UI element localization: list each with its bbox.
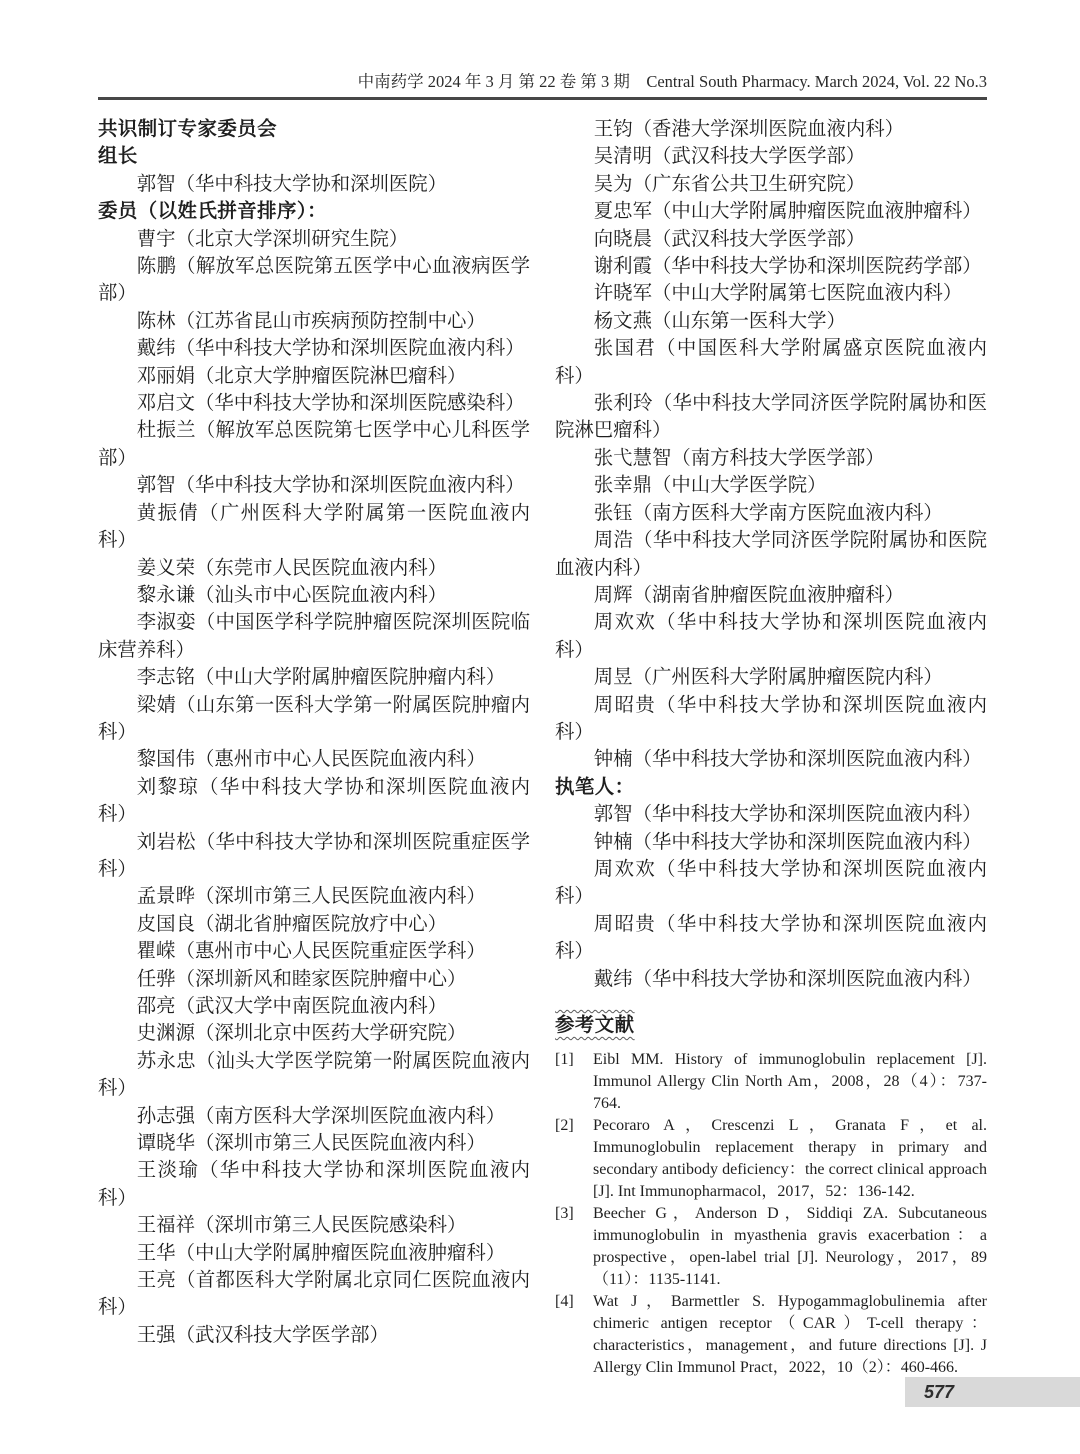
member-entry: 王钧（香港大学深圳医院血液内科）	[593, 119, 905, 140]
reference-number: [2]	[555, 1117, 574, 1135]
member-entry: 王淡瑜（华中科技大学协和深圳医院血液内科）	[98, 1160, 530, 1209]
page-number: 577	[924, 1382, 955, 1402]
reference-text: Wat J，Barmettler S. Hypogammaglobulinemia after chimeric antigen receptor（CAR）T-cell therapy：characteristics，management，and future directions [J]. J Allergy Clin Immunol Pract，2022，10（2）：460-466.	[593, 1293, 987, 1377]
member-entry: 邓丽娟（北京大学肿瘤医院淋巴瘤科）	[136, 365, 467, 387]
member-entry: 张钰（南方医科大学南方医院血液内科）	[593, 502, 943, 524]
member-entry: 周欢欢（华中科技大学协和深圳医院血液内科）	[555, 612, 987, 661]
writer-entry: 周昭贵（华中科技大学协和深圳医院血液内科）	[555, 913, 987, 963]
reference-item	[555, 1049, 987, 1115]
member-entry: 王华（中山大学附属肿瘤医院血液肿瘤科）	[136, 1242, 506, 1264]
member-entry: 杜振兰（解放军总医院第七医学中心儿科医学部）	[98, 420, 530, 469]
member-entry: 许晓军（中山大学附属第七医院血液内科）	[593, 283, 963, 305]
member-entry: 郭智（华中科技大学协和深圳医院血液内科）	[136, 475, 525, 497]
member-entry: 陈鹏（解放军总医院第五医学中心血液病医学部）	[98, 256, 530, 305]
writer-entry: 钟楠（华中科技大学协和深圳医院血液内科）	[593, 831, 982, 853]
leader-label: 组长	[98, 145, 138, 168]
member-entry: 吴为（广东省公共卫生研究院）	[593, 173, 866, 195]
member-entry: 向晓晨（武汉科技大学医学部）	[593, 228, 866, 250]
member-entry: 皮国良（湖北省肿瘤医院放疗中心）	[136, 913, 448, 935]
member-entry: 王强（武汉科技大学医学部）	[136, 1324, 389, 1346]
member-entry: 张利玲（华中科技大学同济医学院附属协和医院淋巴瘤科）	[555, 393, 987, 442]
member-entry: 王亮（首都医科大学附属北京同仁医院血液内科）	[98, 1270, 530, 1319]
references-title: 参考文献	[555, 1014, 635, 1036]
member-entry: 张国君（中国医科大学附属盛京医院血液内科）	[555, 338, 987, 387]
member-entry: 陈林（江苏省昆山市疾病预防控制中心）	[136, 310, 486, 332]
writer-entry: 郭智（华中科技大学协和深圳医院血液内科）	[593, 804, 982, 826]
member-entry: 刘黎琼（华中科技大学协和深圳医院血液内科）	[98, 776, 530, 826]
member-entry: 孟景晔（深圳市第三人民医院血液内科）	[136, 886, 486, 908]
reference-text: Beecher G，Anderson D，Siddiqi ZA. Subcutaneous immunoglobulin in myasthenia gravis exacerbation：a prospective，open-label trial [J]. Neurology，2017，89（11）：1135-1141.	[593, 1205, 987, 1289]
member-entry: 吴清明（武汉科技大学医学部）	[593, 146, 866, 168]
member-entry: 邓启文（华中科技大学协和深圳医院感染科）	[136, 393, 525, 415]
member-entry: 曹宇（北京大学深圳研究生院）	[136, 228, 409, 250]
member-entry: 夏忠军（中山大学附属肿瘤医院血液肿瘤科）	[593, 201, 982, 223]
member-entry: 黎永谦（汕头市中心医院血液内科）	[136, 584, 448, 606]
reference-number: [1]	[555, 1051, 574, 1069]
member-entry: 戴纬（华中科技大学协和深圳医院血液内科）	[136, 338, 525, 360]
member-entry: 黎国伟（惠州市中心人民医院血液内科）	[136, 749, 486, 771]
member-entry: 杨文燕（山东第一医科大学）	[593, 310, 846, 332]
reference-number: [3]	[555, 1205, 574, 1223]
member-entry: 任骅（深圳新风和睦家医院肿瘤中心）	[136, 968, 467, 990]
right-column	[555, 116, 987, 1379]
member-entry: 李志铭（中山大学附属肿瘤医院肿瘤内科）	[136, 667, 506, 689]
member-entry: 谭晓华（深圳市第三人民医院血液内科）	[136, 1133, 486, 1155]
references-list	[555, 1049, 987, 1379]
writers-label: 执笔人：	[555, 775, 635, 798]
reference-number: [4]	[555, 1293, 574, 1311]
member-entry: 周辉（湖南省肿瘤医院血液肿瘤科）	[593, 584, 905, 606]
member-entry: 孙志强（南方医科大学深圳医院血液内科）	[136, 1105, 506, 1127]
left-column	[98, 116, 530, 1379]
member-entry: 周昭贵（华中科技大学协和深圳医院血液内科）	[555, 694, 987, 743]
reference-text: Pecoraro A，Crescenzi L，Granata F，et al. Immunoglobulin replacement therapy in primary and secondary antibody deficiency：the correct clinical approach [J]. Int Immunopharmacol，2017，52：136-142.	[593, 1117, 987, 1201]
member-entry: 钟楠（华中科技大学协和深圳医院血液内科）	[593, 749, 982, 771]
committee-title: 共识制订专家委员会	[98, 118, 278, 140]
member-entry: 张幸鼎（中山大学医学院）	[593, 475, 827, 497]
journal-citation-line: 中南药学 2024 年 3 月 第 22 卷 第 3 期 Central South Pharmacy. March 2024, Vol. 22 No.3	[357, 72, 987, 91]
running-head	[98, 71, 987, 93]
member-entry: 刘岩松（华中科技大学协和深圳医院重症医学科）	[98, 831, 530, 880]
member-entry: 王福祥（深圳市第三人民医院感染科）	[136, 1215, 467, 1237]
member-entry: 张弋慧智（南方科技大学医学部）	[593, 447, 885, 469]
members-list-left	[98, 226, 530, 1350]
member-entry: 周昱（广州医科大学附属肿瘤医院内科）	[593, 667, 943, 689]
member-entry: 史渊源（深圳北京中医药大学研究院）	[136, 1023, 467, 1045]
member-entry: 邵亮（武汉大学中南医院血液内科）	[136, 996, 448, 1017]
members-list-right	[555, 116, 987, 774]
reference-item	[555, 1203, 987, 1291]
member-entry: 姜义荣（东莞市人民医院血液内科）	[136, 557, 448, 579]
writers-list	[555, 801, 987, 993]
writer-entry: 戴纬（华中科技大学协和深圳医院血液内科）	[593, 968, 982, 990]
header-rule	[98, 97, 987, 100]
reference-item	[555, 1291, 987, 1379]
writer-entry: 周欢欢（华中科技大学协和深圳医院血液内科）	[555, 858, 987, 908]
members-label: 委员（以姓氏拼音排序）：	[98, 200, 327, 223]
member-entry: 周浩（华中科技大学同济医学院附属协和医院血液内科）	[555, 530, 987, 579]
member-entry: 黄振倩（广州医科大学附属第一医院血液内科）	[98, 502, 530, 552]
reference-item	[555, 1115, 987, 1203]
two-column-body	[98, 116, 987, 1379]
member-entry: 瞿嵘（惠州市中心人民医院重症医学科）	[136, 941, 486, 963]
member-entry: 李淑娈（中国医学科学院肿瘤医院深圳医院临床营养科）	[98, 612, 530, 661]
reference-text: Eibl MM. History of immunoglobulin replacement [J]. Immunol Allergy Clin North Am，2008，28（4）：737-764.	[593, 1051, 987, 1113]
member-entry: 梁婧（山东第一医科大学第一附属医院肿瘤内科）	[98, 694, 530, 743]
page-number-box	[905, 1377, 1080, 1407]
member-entry: 谢利霞（华中科技大学协和深圳医院药学部）	[593, 256, 982, 278]
leader-entry: 郭智（华中科技大学协和深圳医院）	[136, 173, 448, 195]
member-entry: 苏永忠（汕头大学医学院第一附属医院血液内科）	[98, 1050, 530, 1100]
